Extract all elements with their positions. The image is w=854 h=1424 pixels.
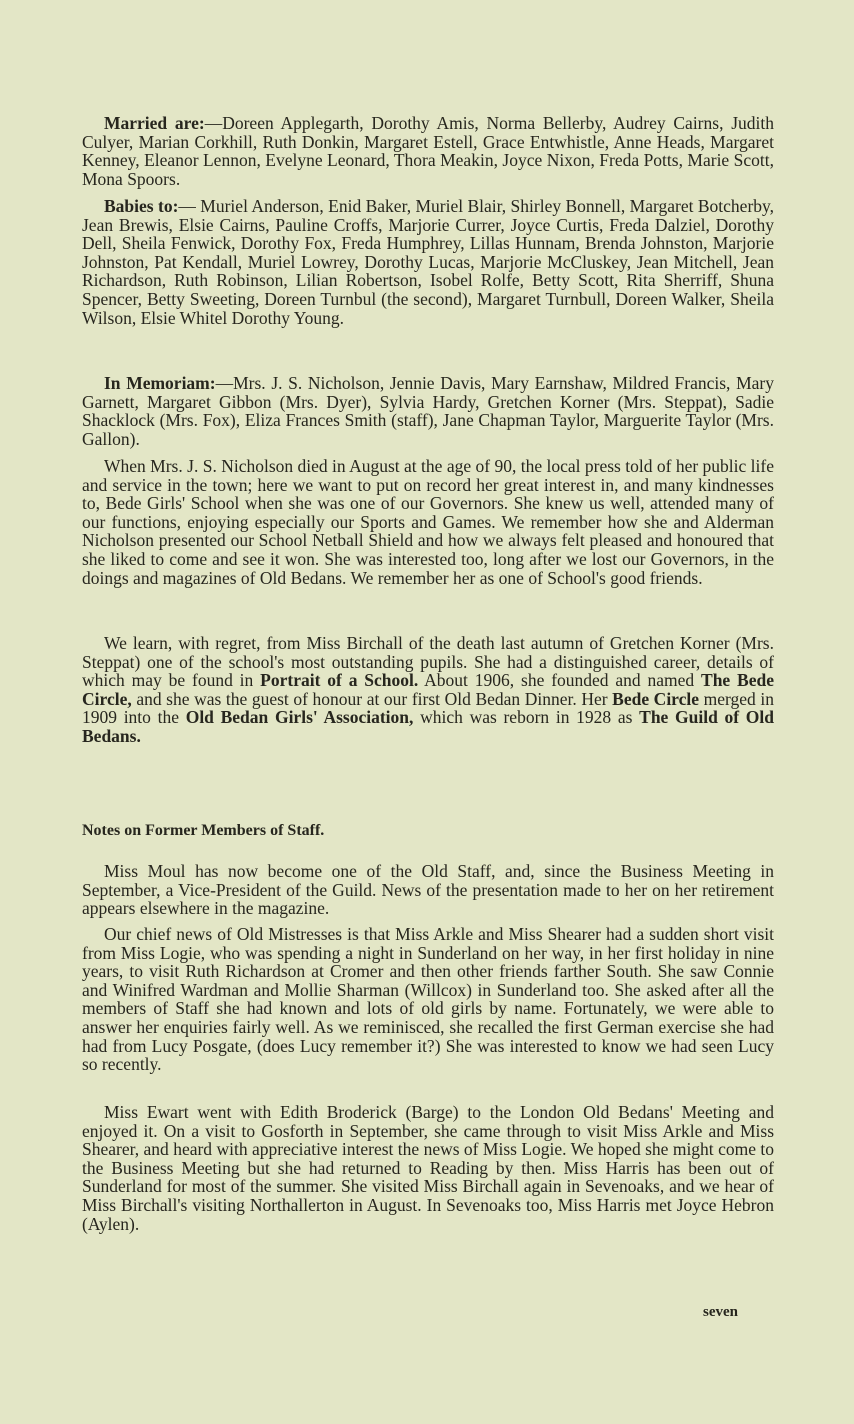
married-label: Married are:	[104, 113, 205, 133]
babies-label: Babies to:	[104, 196, 179, 216]
ewart-text: Miss Ewart went with Edith Broderick (Barge) to the London Old Bedans' Meeting and enjoyed it. On a visit to Gosforth in September, she came through to visit Miss Arkle and Miss Shearer, and heard with appreciative interest the news of Miss Logie. We hoped she might come to the Business Meeting but she had returned to Reading by then. Miss Harris has been out of Sunderland for most of the summer. She visited Miss Birchall again in Sevenoaks, and we hear of Miss Birchall's visiting Northallerton in August. In Sevenoaks too, Miss Harris met Joyce Hebron (Aylen).	[82, 1102, 774, 1234]
married-list: —Doreen Applegarth, Dorothy Amis, Norma Bellerby, Audrey Cairns, Judith Culyer, Marian Corkhill, Ruth Donkin, Margaret Estell, Grace Entwhistle, Anne Heads, Margaret Kenney, Eleanor Lennon, Evelyne Leonard, Thora Meakin, Joyce Nixon, Freda Potts, Marie Scott, Mona Spoors.	[82, 113, 774, 189]
old-bedan-girls-association: Old Bedan Girls' Association,	[185, 707, 414, 728]
korner-text-4: merged in 1909 into the	[82, 688, 774, 728]
portrait-of-a-school-title: Portrait of a School.	[260, 670, 419, 691]
babies-list: — Muriel Anderson, Enid Baker, Muriel Blair, Shirley Bonnell, Margaret Botcherby, Jean Brewis, Elsie Cairns, Pauline Croffs, Marjorie Currer, Joyce Curtis, Freda Dalziel, Dorothy Dell, Sheila Fenwick, Dorothy Fox, Freda Humphrey, Lillas Hunnam, Brenda Johnston, Marjorie Johnston, Pat Kendall, Muriel Lowrey, Dorothy Lucas, Marjorie McCluskey, Jean Mitchell, Jean Richardson, Ruth Robinson, Lilian Robertson, Isobel Rolfe, Betty Scott, Rita Sherriff, Shuna Spencer, Betty Sweeting, Doreen Turnbul (the second), Margaret Turnbull, Doreen Walker, Sheila Wilson, Elsie Whitel Dorothy Young.	[82, 196, 775, 328]
korner-text-1: We learn, with regret, from Miss Birchall of the death last autumn of Gretchen Korner (Mrs. Steppat) one of the school's most outstanding pupils. She had a distinguished career, details of which may be found in	[82, 633, 774, 691]
korner-text-5: which was reborn in 1928 as	[413, 707, 640, 728]
nicholson-paragraph	[82, 457, 774, 587]
page-number: seven	[703, 1304, 738, 1320]
bede-circle-title: The Bede Circle,	[82, 670, 775, 709]
memoriam-list: —Mrs. J. S. Nicholson, Jennie Davis, Mary Earnshaw, Mildred Francis, Mary Garnett, Margaret Gibbon (Mrs. Dyer), Sylvia Hardy, Gretchen Korner (Mrs. Steppat), Sadie Shacklock (Mrs. Fox), Eliza Frances Smith (staff), Jane Chapman Taylor, Marguerite Taylor (Mrs. Gallon).	[82, 373, 774, 449]
logie-text: Our chief news of Old Mistresses is that Miss Arkle and Miss Shearer had a sudden short visit from Miss Logie, who was spending a night in Sunderland on her way, in her first holiday in nine years, to visit Ruth Richardson at Cromer and then other friends farther South. She saw Connie and Winifred Wardman and Mollie Sharman (Willcox) in Sunderland too. She asked after all the members of Staff she had known and lots of old girls by name. Fortunately, we were able to answer her enquiries fairly well. As we reminisced, she recalled the first German exercise she had had from Lucy Posgate, (does Lucy remember it?) She was interested to know we had seen Lucy so recently.	[82, 924, 774, 1075]
korner-paragraph	[82, 634, 774, 746]
korner-text-2: About 1906, she founded and named	[418, 670, 702, 691]
guild-of-old-bedans: The Guild of Old Bedans.	[82, 707, 774, 746]
staff-section-heading: Notes on Former Members of Staff.	[82, 822, 325, 839]
memoriam-paragraph	[82, 374, 774, 448]
babies-paragraph	[82, 197, 774, 327]
ewart-paragraph	[82, 1103, 774, 1233]
married-paragraph	[82, 114, 774, 188]
korner-text-3: and she was the guest of honour at our first Old Bedan Dinner. Her	[131, 688, 613, 709]
logie-paragraph	[82, 925, 774, 1074]
bede-circle-name: Bede Circle	[612, 688, 700, 709]
nicholson-text: When Mrs. J. S. Nicholson died in August at the age of 90, the local press told of her public life and service in the town; here we want to put on record her great interest in, and many kindnesses to, Bede Girls' School when she was one of our Governors. She knew us well, attended many of our functions, enjoying especially our Sports and Games. We remember how she and Alderman Nicholson presented our School Netball Shield and how we always felt pleased and honoured that she liked to come and see it won. She was interested too, long after we lost our Governors, in the doings and magazines of Old Bedans. We remember her as one of School's good friends.	[82, 456, 774, 588]
moul-paragraph	[82, 862, 774, 918]
memoriam-label: In Memoriam:	[104, 373, 216, 393]
moul-text: Miss Moul has now become one of the Old Staff, and, since the Business Meeting in September, a Vice-President of the Guild. News of the presentation made to her on her retirement appears elsewhere in the magazine.	[82, 861, 774, 919]
